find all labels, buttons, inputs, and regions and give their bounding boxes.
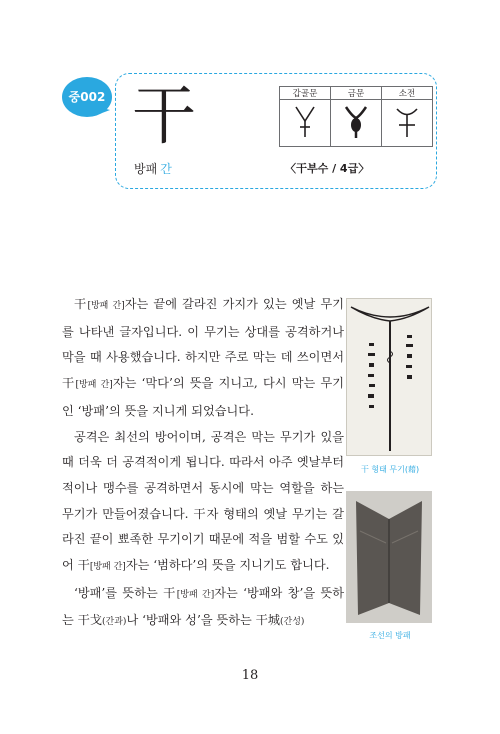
body-paragraph [62, 292, 344, 425]
bronze-glyph [331, 100, 382, 147]
script-forms-table [279, 86, 433, 147]
gloss-text: [방패 간] [176, 589, 215, 600]
gloss-text: [방패 간] [89, 562, 126, 573]
oracle-bone-header: 갑골문 [280, 87, 331, 100]
weapon-caption: 干 형태 무기(藉) [360, 465, 420, 474]
seal-header: 소전 [382, 87, 433, 100]
badge-tail [94, 106, 110, 119]
gloss-text: [방패 간] [87, 301, 125, 311]
main-character: 干 [132, 80, 196, 154]
joseon-shield-photo [346, 491, 432, 623]
meaning-text: 방패 [134, 162, 158, 176]
paragraph-text: 자는 ‘막다’의 뜻을 지니고, 다시 막는 무기인 ‘방패’의 뜻을 지니게 되었습니다. [62, 376, 344, 418]
level-badge: 중002 [62, 77, 112, 117]
paragraph-text: 자는 ‘방패와 창’을 뜻하는 干戈 [62, 585, 344, 628]
paragraph-text: 자는 ‘범하다’의 뜻을 지니기도 합니다. [125, 558, 330, 573]
radical-grade-info: 〈干부수 / 4급〉 [285, 162, 370, 175]
gloss-text: (간성) [280, 617, 305, 628]
shield-caption: 조선의 방패 [369, 631, 411, 640]
paragraph-text: 공격은 최선의 방어이며, 공격은 막는 무기가 있을 때 더욱 더 공격적이게 됩니다. 따라서 아주 옛날부터 적이나 맹수를 공격하면서 동시에 막는 역할을 하는 무기가 만들어졌습니다. 干자 형태의 옛날 무기는 갈라진 끝이 뾰족한 무기이기 때문에 적을 범할 수도 있어 干 [62, 429, 344, 573]
character-reading [134, 160, 172, 177]
body-paragraph [62, 425, 344, 581]
paragraph-text: 자는 끝에 갈라진 가지가 있는 옛날 무기를 나타낸 글자입니다. 이 무기는 상대를 공격하거나 막을 때 사용했습니다. 하지만 주로 막는 데 쓰이면서 干 [62, 297, 344, 391]
seal-glyph [382, 100, 433, 147]
paragraph-text: 나 ‘방패와 성’을 뜻하는 干城 [126, 613, 281, 628]
body-paragraph [62, 581, 344, 636]
gloss-text: (간과) [102, 617, 127, 628]
page-number: 18 [241, 668, 259, 683]
gloss-text: [방패 간] [75, 380, 113, 391]
reading-text: 간 [160, 162, 172, 176]
paragraph-text: ‘방패’를 뜻하는 干 [74, 585, 177, 600]
bronze-header: 금문 [331, 87, 382, 100]
body-text [62, 292, 344, 636]
oracle-bone-glyph [280, 100, 331, 147]
paragraph-text: 干 [74, 297, 88, 311]
weapon-illustration [346, 298, 432, 456]
